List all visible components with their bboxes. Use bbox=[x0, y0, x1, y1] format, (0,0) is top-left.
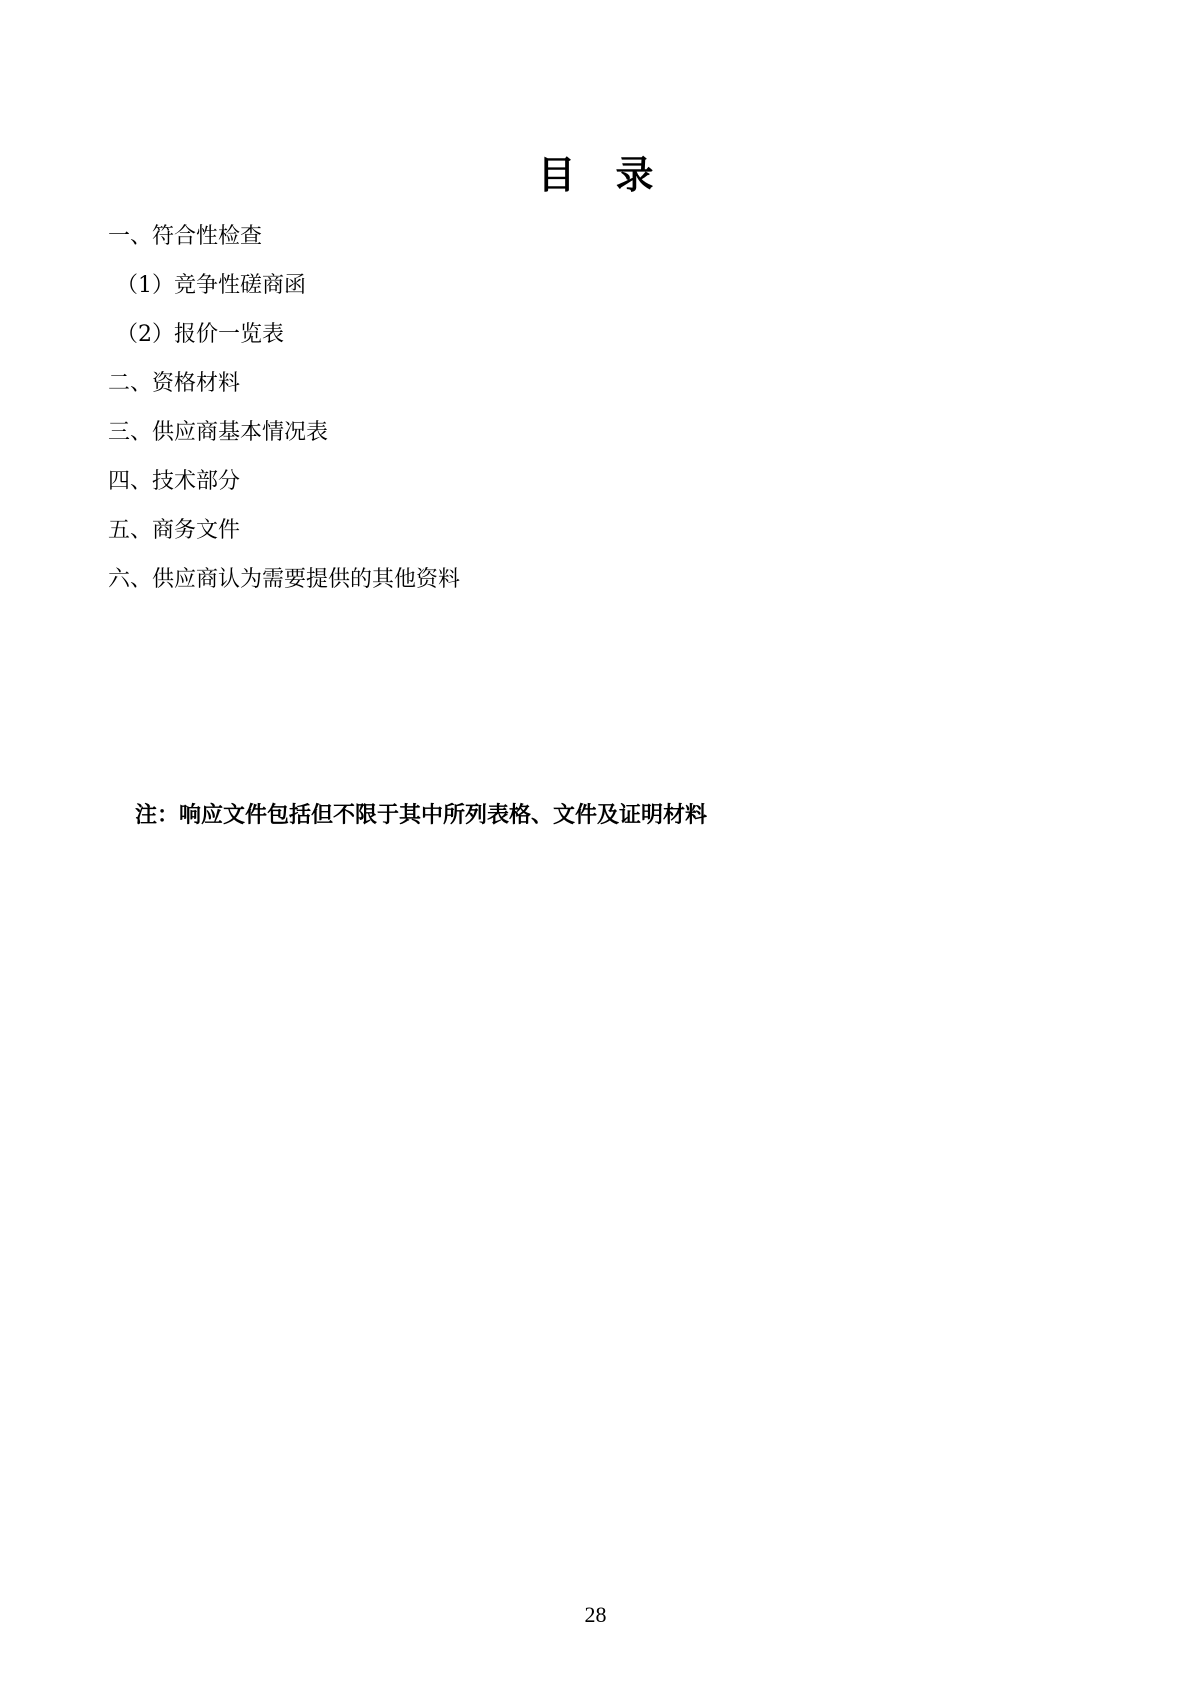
toc-item: 四、技术部分 bbox=[108, 469, 241, 494]
note-text: 注：响应文件包括但不限于其中所列表格、文件及证明材料 bbox=[135, 803, 708, 828]
page-title: 目录 bbox=[537, 153, 694, 197]
toc-item: 二、资格材料 bbox=[108, 371, 241, 396]
table-of-contents bbox=[108, 212, 460, 604]
toc-item: 五、商务文件 bbox=[108, 518, 241, 543]
toc-item: （1）竞争性磋商函 bbox=[116, 273, 306, 298]
toc-item: （2）报价一览表 bbox=[116, 322, 284, 347]
toc-item: 一、符合性检查 bbox=[108, 224, 263, 249]
toc-item: 六、供应商认为需要提供的其他资料 bbox=[108, 567, 461, 592]
page-number: 28 bbox=[584, 1602, 607, 1627]
toc-item: 三、供应商基本情况表 bbox=[108, 420, 329, 445]
